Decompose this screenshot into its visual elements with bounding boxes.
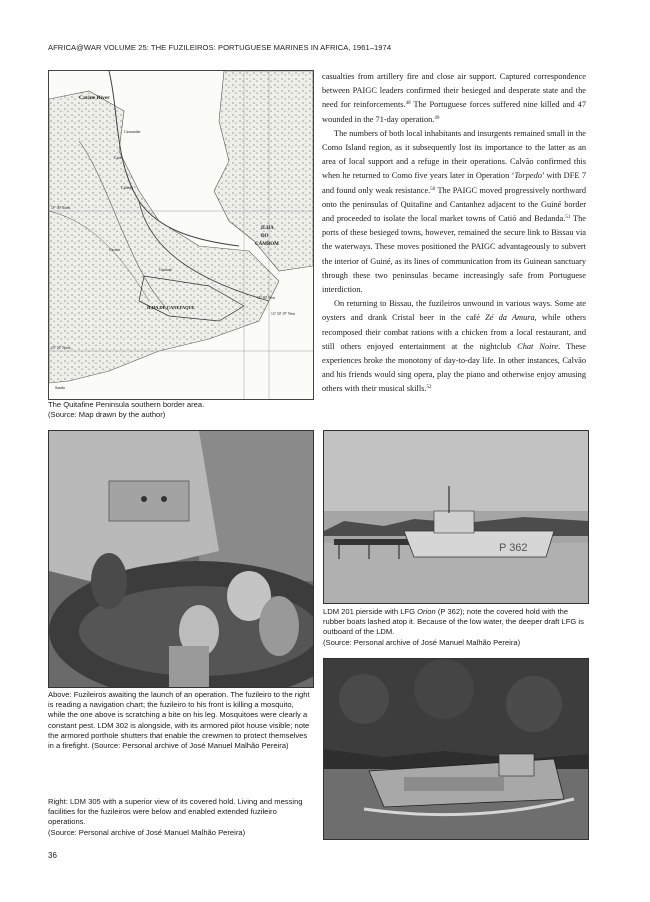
map-label-como-2: DO: [261, 234, 269, 239]
running-head: AFRICA@WAR VOLUME 25: THE FUZILEIROS: PORTUGUESE MARINES IN AFRICA, 1961–1974: [48, 43, 392, 52]
map-caption-line1: The Quitafine Peninsula southern border area.: [48, 400, 205, 409]
photo-fuzileiros-boat: [48, 430, 314, 688]
quitafine-map: [49, 71, 313, 399]
page-number: 36: [48, 851, 57, 860]
photo-ldm-pierside-caption-text: LDM 201 pierside with LFG Orion (P 362); note the covered hold with the rubber boats lashed atop it. Because of the low water, the deeper draft LFG is outboard of the LDM.: [323, 607, 584, 637]
map-label-cassumbe: Cassumbe: [124, 129, 141, 134]
map-label-lon1: 15° 00' West: [257, 296, 276, 300]
map-label-como-1: ILHA: [261, 226, 274, 231]
map-label-island: ILHA DE CANEFAQUE: [147, 305, 195, 310]
hull-number-label: P 362: [499, 542, 528, 554]
photo-ldm-pierside-caption: [323, 607, 587, 648]
map-label-sanda: Sanda: [55, 385, 65, 390]
photo-ldm-pierside-illustration: [324, 431, 588, 603]
paragraph-1: casualties from artillery fire and close air support. Captured correspondence between PAIGC leaders confirmed their besieged and desperate state and the need for reinforcements.$^{48}$ The Portuguese forces suffered nine killed and 47 wounded in the 71-day operation.$^{49}$: [322, 72, 586, 124]
photo-fuzileiros-illustration: [49, 431, 313, 687]
photo-fuzileiros-caption: Above: Fuzileiros awaiting the launch of an operation. The fuzileiro to the right is reading a navigation chart; the fuzileiro to his front is killing a mosquito, while the one above is scratching a bite on his leg. Mosquitoes were clearly a constant pest. LDM 302 is alongside, with its armored pilot house visible; note the armored porthole shutters that enable the crewmen to protect themselves in a firefight. (Source: Personal archive of José Manuel Malhão Pereira): [48, 690, 310, 751]
map-label-cabedu: Cabedú: [121, 185, 134, 190]
map-label-como-3: CAMBOM: [255, 242, 279, 247]
photo-ldm-305-caption-text: Right: LDM 305 with a superior view of its covered hold. Living and messing facilities for the fuzileiros were below and enabled extended fuzileiro operations.: [48, 797, 303, 827]
paragraph-3: On returning to Bissau, the fuzileiros unwound in various ways. Some ate oysters and drank Cristal beer in the café Zé da Amura, while others recomposed their combat rations with a chicken from a local restaurant, and still others enjoyed entertainment at the nightclub Chat Noire. These experiences broke the monotony of day-to-day life. In other instances, Calvão and his friends would sing opera, play the piano and otherwise enjoy amusing others with their musical skills.$^{52}$: [322, 299, 586, 394]
map-label-ganture: Ganturé: [159, 267, 172, 272]
map-caption: [48, 400, 312, 420]
map-label-catio: Catió: [114, 155, 123, 160]
map-label-lon2: 14° 50' 19" West: [271, 312, 296, 316]
photo-ldm-305-illustration: [324, 659, 588, 839]
photo-ldm-305: [323, 658, 589, 840]
map-figure: [48, 70, 314, 400]
paragraph-2: The numbers of both local inhabitants and insurgents remained small in the Como Island region, as it subsequently lost its importance to the latter as an area of local support and a refuge in their operations. Calvão confirmed this when he returned to Como five years later in Operation ‘Torpedo’ with DFE 7 and found only weak resistance.$^{50}$ The PAIGC moved progressively northward onto the peninsulas of Quitafine and Cantanhez adjacent to the Guiné border and proceeded to isolate the local market towns of Catió and Bedanda.$^{51}$ The ports of these besieged towns, however, remained the secure link to Bissau via the waterways. These moves positioned the PAIGC advantageously to subvert the interior of Guiné, as its lines of communication from its Guinean sanctuary through these two peninsulas became increasingly safe from Portuguese interdiction.: [322, 128, 586, 295]
map-label-river: Cacine River: [79, 95, 110, 101]
photo-ldm-305-caption: [48, 797, 312, 838]
map-label-lat2: 10° 50' North: [51, 346, 71, 350]
body-text-column: [322, 70, 586, 397]
map-caption-source: (Source: Map drawn by the author): [48, 410, 166, 420]
photo-ldm-pierside: [323, 430, 589, 604]
map-label-cacine: Cacine: [109, 247, 121, 252]
map-label-lat1: 11° 00' North: [51, 206, 71, 210]
photo-ldm-305-caption-source: (Source: Personal archive of José Manuel Malhão Pereira): [48, 827, 246, 837]
photo-ldm-pierside-caption-source: (Source: Personal archive of José Manuel Malhão Pereira): [323, 637, 521, 647]
